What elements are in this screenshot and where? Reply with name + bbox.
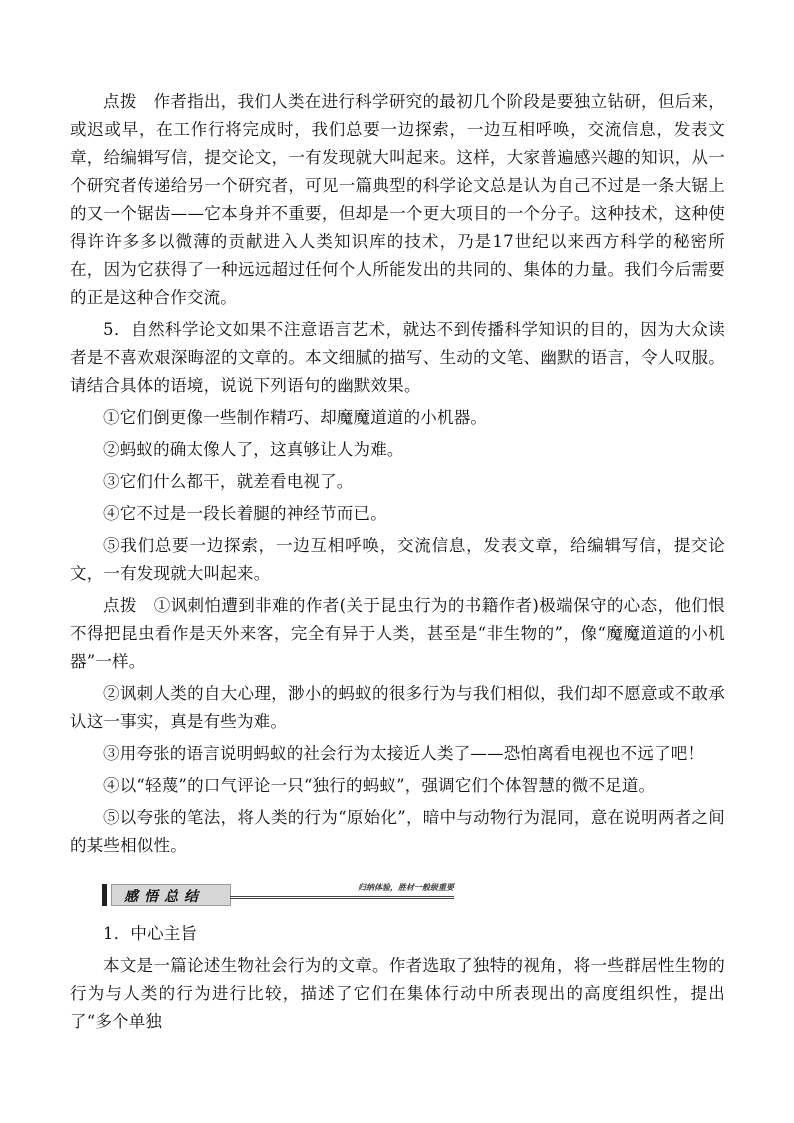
banner-divider <box>230 896 454 899</box>
paragraph-hint-2: 点拨 ①讽刺怕遭到非难的作者(关于昆虫行为的书籍作者)极端保守的心态，他们恨不得把昆虫看作是天外来客，完全有异于人类，甚至是“非生物的”，像“魔魔道道的小机器”一样。 <box>70 596 725 671</box>
list-item-2: ②蚂蚁的确太像人了，这真够让人为难。 <box>103 440 404 459</box>
list-item-1: ①它们倒更像一些制作精巧、却魔魔道道的小机器。 <box>103 408 488 427</box>
banner-note: 归纳体验，胜材一般级重要 <box>358 883 454 892</box>
paragraph-summary: 本文是一篇论述生物社会行为的文章。作者选取了独特的视角，将一些群居性生物的行为与人类的行为进行比较，描述了它们在集体行动中所表现出的高度组织性，提出了“多个单独 <box>70 956 725 1031</box>
list-item-4: ④它不过是一段长着腿的神经节而已。 <box>103 504 387 523</box>
banner-tag <box>111 884 231 906</box>
answer-item-5: ⑤以夸张的笔法，将人类的行为“原始化”，暗中与动物行为混同，意在说明两者之间的某些相似性。 <box>70 808 725 855</box>
paragraph-question-5: 5．自然科学论文如果不注意语言艺术，就达不到传播科学知识的目的，因为大众读者是不喜欢艰深晦涩的文章的。本文细腻的描写、生动的文笔、幽默的语言，令人叹服。请结合具体的语境，说说下列语句的幽默效果。 <box>70 320 725 395</box>
section-heading: 1．中心主旨 <box>103 924 198 943</box>
list-item-3: ③它们什么都干，就差看电视了。 <box>103 472 354 491</box>
answer-item-3: ③用夸张的语言说明蚂蚁的社会行为太接近人类了——恐怕离看电视也不远了吧！ <box>103 744 705 763</box>
answer-item-4: ④以“轻蔑”的口气评论一只“独行的蚂蚁”，强调它们个体智慧的微不足道。 <box>103 776 656 795</box>
list-item-5: ⑤我们总要一边探索，一边互相呼唤，交流信息，发表文章，给编辑写信，提交论文，一有发现就大叫起来。 <box>70 536 725 583</box>
banner-bar <box>102 884 107 906</box>
banner-title: 感悟总结 <box>124 889 204 905</box>
paragraph-hint-1: 点拨 作者指出，我们人类在进行科学研究的最初几个阶段是要独立钻研，但后来，或迟或早，在工作行将完成时，我们总要一边探索，一边互相呼唤，交流信息，发表文章，给编辑写信，提交论文，一有发现就大叫起来。这样，大家普遍感兴趣的知识，从一个研究者传递给另一个研究者，可见一篇典型的科学论文总是认为自己不过是一条大锯上的又一个锯齿——它本身并不重要，但却是一个更大项目的一个分子。这种技术，这种使得许许多多以微薄的贡献进入人类知识库的技术，乃是17世纪以来西方科学的秘密所在，因为它获得了一种远远超过任何个人所能发出的共同的、集体的力量。我们今后需要的正是这种合作交流。 <box>70 92 725 307</box>
document-body <box>70 88 725 1040</box>
section-banner <box>102 884 454 906</box>
answer-item-2: ②讽刺人类的自大心理，渺小的蚂蚁的很多行为与我们相似，我们却不愿意或不敢承认这一事实，真是有些为难。 <box>70 684 725 731</box>
